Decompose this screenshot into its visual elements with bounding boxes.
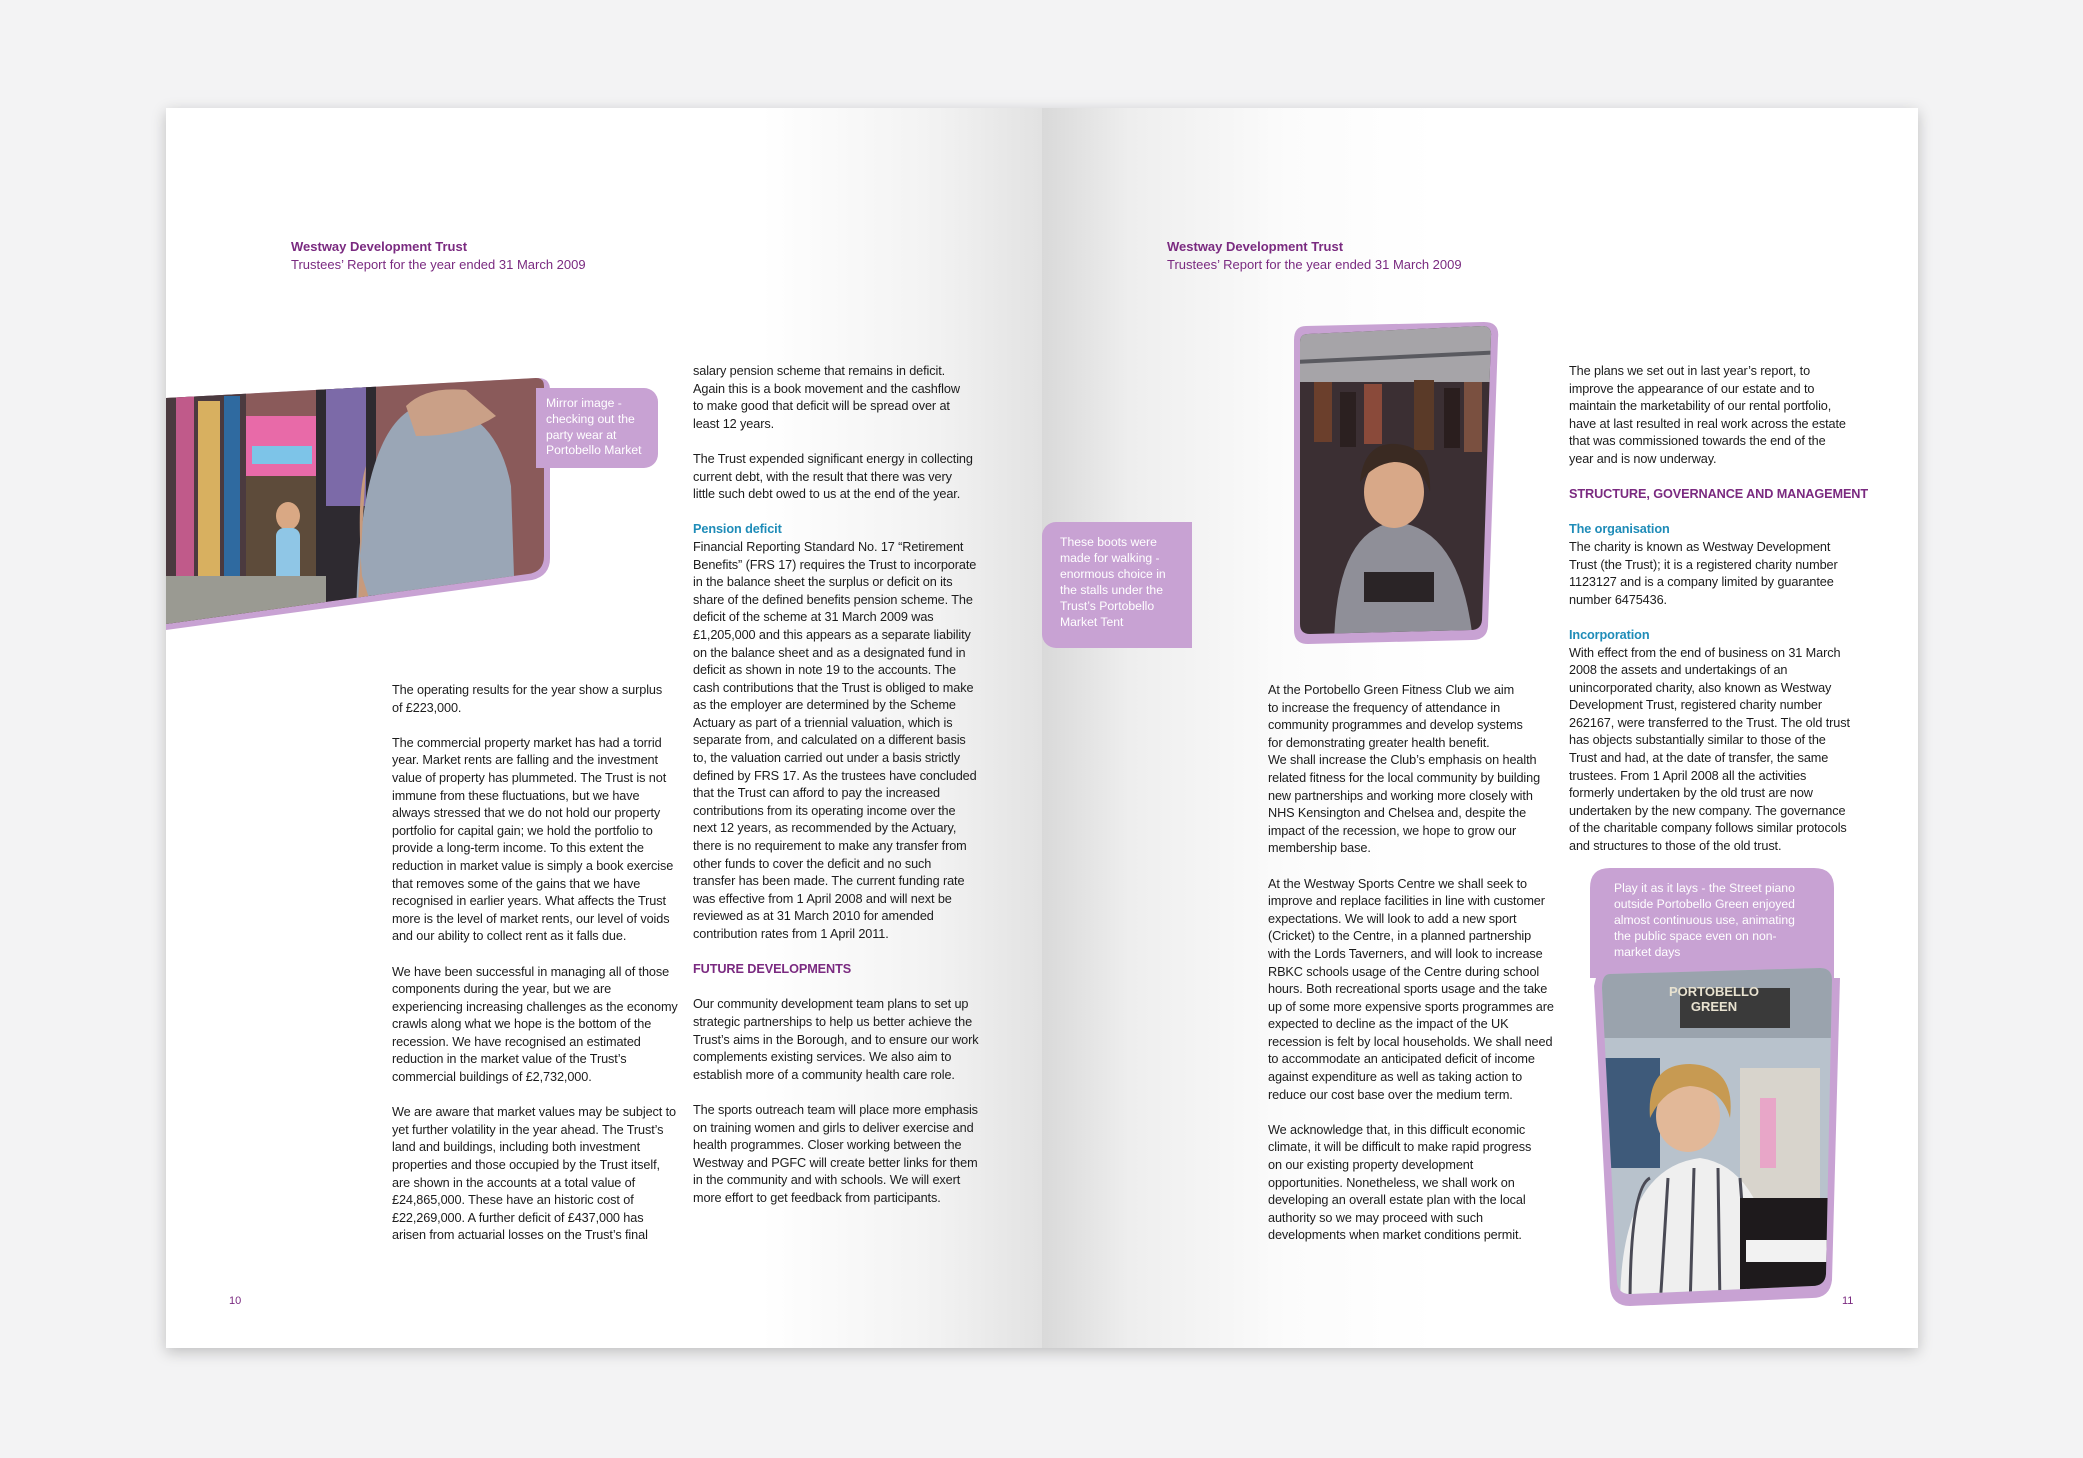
- photo-caption: Mirror image - checking out the party wear at Portobello Market: [536, 388, 658, 468]
- paragraph: We acknowledge that, in this difficult economic climate, it will be difficult to make rapid progress on our existing property development opportunities. Nonetheless, we shall work on developing an overall estate plan with the local authority so we may proceed with such developments when market conditions permit.: [1268, 1122, 1532, 1243]
- paragraph: Financial Reporting Standard No. 17 “Retirement Benefits” (FRS 17) requires the Trust to incorporate in the balance sheet the surplus or deficit on its share of the defined benefits pension scheme. The deficit of the scheme at 31 March 2009 was £1,205,000 and this appears as a separate liability on the balance sheet and as a designated fund in deficit as shown in note 19 to the accounts. The cash contributions that the Trust is obliged to make as the employer are determined by the Scheme Actuary as part of a triennial valuation, which is separate from, and calculated on a different basis to, the valuation carried out under a basis strictly defined by FRS 17. As the trustees have concluded that the Trust can afford to pay the increased contributions from its operating income over the next 12 years, as recommended by the Actuary, there is no requirement to make any transfer from other funds to cover the deficit and no such transfer has been made. The current funding rate was effective from 1 April 2008 and will next be reviewed as at 31 March 2010 for amended contribution rates from 1 April 2011.: [693, 539, 977, 941]
- brochure-spread: [166, 108, 1918, 1348]
- market-photo-boots: [1294, 322, 1506, 652]
- right-column-2: [1569, 363, 1879, 856]
- paragraph: The Trust expended significant energy in collecting current debt, with the result that there was very little such debt owed to us at the end of the year.: [693, 451, 973, 502]
- subheading-organisation: The organisation: [1569, 522, 1670, 537]
- paragraph: With effect from the end of business on 31 March 2008 the assets and undertakings of an unincorporated charity, also known as Westway Development Trust, registered charity number 262167, were transferred to the Trust. The old trust has objects substantially similar to those of the Trust and had, at the date of transfer, the same trustees. From 1 April 2008 all the activities formerly undertaken by the old trust are now undertaken by the new company. The governance of the charitable company follows similar protocols and structures to those of the old trust.: [1569, 645, 1850, 854]
- paragraph: Our community development team plans to set up strategic partnerships to help us better achieve the Trust’s aims in the Borough, and to ensure our work complements existing services. We also aim to establish more of a community health care role.: [693, 997, 979, 1082]
- header-org: Westway Development Trust: [291, 239, 468, 254]
- photo-caption: These boots were made for walking - enormous choice in the stalls under the Trust’s Portobello Market Tent: [1042, 522, 1192, 648]
- paragraph: The operating results for the year show a surplus of £223,000.: [392, 683, 663, 715]
- right-page: [1042, 108, 1918, 1348]
- page-header: [291, 238, 586, 274]
- piano-sign: PORTOBELLO: [1668, 984, 1760, 999]
- market-photo-clothes: [166, 376, 556, 666]
- subheading-incorporation: Incorporation: [1569, 627, 1650, 642]
- subheading-pension: Pension deficit: [693, 522, 782, 537]
- paragraph: salary pension scheme that remains in deficit. Again this is a book movement and the cashflow to make good that deficit will be spread over at least 12 years.: [693, 364, 960, 431]
- left-page: [166, 108, 1042, 1348]
- section-heading-future: FUTURE DEVELOPMENTS: [693, 962, 852, 977]
- page-number: 11: [1842, 1295, 1854, 1307]
- right-column-1: [1268, 682, 1568, 1245]
- left-column-2: [693, 363, 993, 1208]
- paragraph: At the Portobello Green Fitness Club we aim to increase the frequency of attendance in community programmes and develop systems for demonstrating greater health benefit. We shall increase the Club’s emphasis on health related fitness for the local community by building new partnerships and working more closely with NHS Kensington and Chelsea and, despite the impact of the recession, we hope to grow our membership base.: [1268, 683, 1541, 856]
- paragraph: The commercial property market has had a torrid year. Market rents are falling and the investment value of property has plummeted. The Trust is not immune from these fluctuations, but we have always stressed that we do not hold our property portfolio for capital gain; we hold the portfolio to provide a long-term income. To this extent the reduction in market value is simply a book exercise that removes some of the gains that we have recognised in earlier years. What affects the Trust more is the level of market rents, our level of voids and our ability to collect rent as it falls due.: [392, 735, 674, 944]
- header-org: Westway Development Trust: [1167, 239, 1344, 254]
- page-header: [1167, 238, 1462, 274]
- paragraph: The sports outreach team will place more emphasis on training women and girls to deliver exercise and health programmes. Closer working between the Westway and PGFC will create better links for them in the community and with schools. We will exert more effort to get feedback from participants.: [693, 1102, 978, 1205]
- page-number: 10: [229, 1295, 242, 1307]
- left-column-1: [392, 682, 692, 1245]
- paragraph: The charity is known as Westway Development Trust (the Trust); it is a registered charity number 1123127 and is a company limited by guarantee number 6475436.: [1569, 539, 1838, 607]
- header-report: Trustees’ Report for the year ended 31 March 2009: [1167, 257, 1462, 272]
- paragraph: The plans we set out in last year’s report, to improve the appearance of our estate and to maintain the marketability of our rental portfolio, have at last resulted in real work across the estate that was commissioned towards the end of the year and is now underway.: [1569, 364, 1846, 466]
- paragraph: We are aware that market values may be subject to yet further volatility in the year ahead. The Trust’s land and buildings, including both investment properties and those occupied by the Trust itself, are shown in the accounts at a total value of £24,865,000. These have an historic cost of £22,269,000. A further deficit of £437,000 has arisen from actuarial losses on the Trust’s final: [392, 1105, 676, 1243]
- piano-sign: GREEN: [1690, 999, 1738, 1014]
- section-heading-structure: STRUCTURE, GOVERNANCE AND MANAGEMENT: [1569, 487, 1869, 502]
- header-report: Trustees’ Report for the year ended 31 March 2009: [291, 257, 586, 272]
- photo-caption: Play it as it lays - the Street piano outside Portobello Green enjoyed almost continuous use, animating the public space even on non- market days: [1614, 881, 1795, 959]
- paragraph: At the Westway Sports Centre we shall seek to improve and replace facilities in line with customer expectations. We will look to add a new sport (Cricket) to the Centre, in a planned partnership with the Lords Taverners, and will look to increase RBKC schools usage of the Centre during school hours. Both recreational sports usage and the take up of some more expensive sports programmes are expected to decline as the impact of the UK recession is felt by local households. We shall need to accommodate an anticipated deficit of income against expenditure as well as taking action to reduce our cost base over the medium term.: [1268, 876, 1554, 1102]
- paragraph: We have been successful in managing all of those components during the year, but we are experiencing increasing challenges as the economy crawls along what we hope is the bottom of the recession. We have recognised an estimated reduction in the market value of the Trust’s commercial buildings of £2,732,000.: [392, 964, 678, 1085]
